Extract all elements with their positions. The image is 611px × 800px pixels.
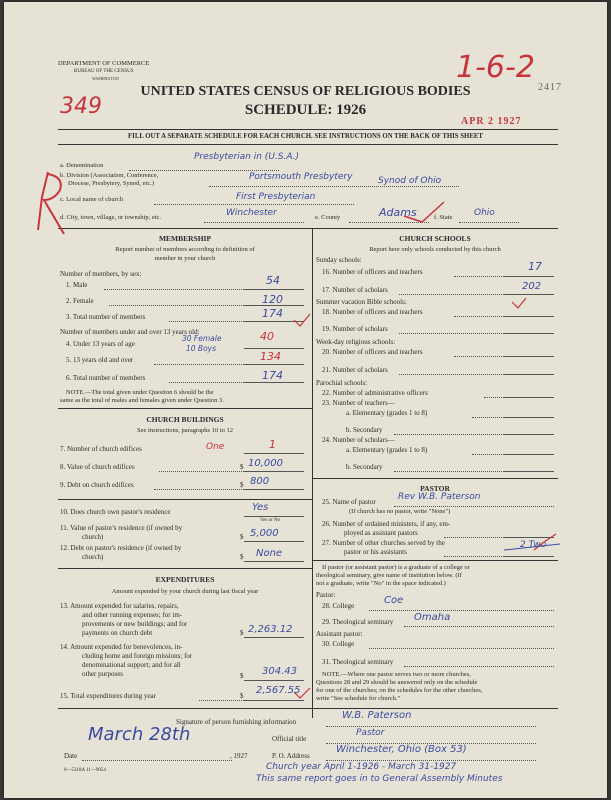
under-13-label: 4. Under 13 years of age — [66, 340, 135, 348]
date-year: , 1927 — [230, 752, 248, 760]
red-check-churches — [534, 534, 556, 550]
other-churches-value: 2 Two — [520, 540, 547, 550]
weekday-officers-label: 20. Number of officers and teachers — [322, 348, 423, 356]
city-field-value: Winchester — [226, 208, 277, 218]
sunday-officers-label: 16. Number of officers and teachers — [322, 268, 423, 276]
benevolences-label-3: denominational support; and for all — [82, 661, 181, 669]
pastor-name-value: Rev W.B. Paterson — [398, 492, 481, 502]
red-check-members — [294, 314, 310, 326]
division-value-2: Synod of Ohio — [378, 176, 442, 186]
vacation-label: Summer vacation Bible schools: — [316, 298, 407, 306]
teachers-secondary-label: b. Secondary — [346, 426, 383, 434]
total-expenditures-value: 2,567.55 — [256, 685, 301, 696]
seminary-label: 29. Theological seminary — [322, 618, 394, 626]
asst-seminary-label: 31. Theological seminary — [322, 658, 394, 666]
sunday-scholars-value: 202 — [522, 281, 542, 292]
pastor-heading: PASTOR — [420, 484, 450, 493]
census-form: DEPARTMENT OF COMMERCE BUREAU OF THE CENSUS WASHINGTON 349 1-6-2 2417 UNITED STATES CENSUS OF RELIGIOUS BODIES SCHEDULE: 1926 APR 2 1927 FILL OUT A SEPARATE SCHEDULE FOR EACH CHURCH. SEE INSTRUCTIONS ON THE BACK OF THIS SHEET a. Denomination Presbyterian in (U.S.A.) b. Division (Association, Conference, Diocese, Presbytery, Synod, etc.) Portsmouth Presbytery Synod of Ohio c. Local name of church First Presbyterian d. City, town, village, or township, etc. Winchester e. County Adams f. State Ohio MEMBERSHIP Report number of members according to definition of member in your church Number of members, by sex: 1. Male 54 2. Female 120 3. Total number of members 174 Number of members under and over 13 years old: 4. Under 13 years of age 30 Female 10 Boys 40 5. 13 years old and over 134 6. Total number of members 174 NOTE.—The total given under Question 6 should be the same as the total of males and females given under Question 3. CHURCH BUILDINGS See instructions, paragraphs 10 to 12 7. Number of church edifices One 1 8. Value of church edifices $ 10,000 9. Debt on church edifices $ 800 10. Does church own pastor's residence Yes Yes or No 11. Value of pastor's residence (if owned by church) $ 5,000 12. Debt on pastor's residence (if owned by church) $ None EXPENDITURES Amount expended by your church during last fiscal year 13. Amount expended for salaries, repairs, and other running expenses; for im- provements or new buildings; and for payments on church debt $ 2,263.12 14. Amount expended for benevolences, in- cluding home and foreign missions; for denominational support; and for all other purposes $ 304.43 15. Total expenditures during year $ 2,567.55 CHURCH SCHOOLS Report here only schools conducted by this church Sunday schools: 16. Number of officers and teachers 17 17. Number of scholars 202 Summer vacation Bible schools: 18. Number of officers and teachers 19. Number of scholars Week-day religious schools: 20. Number of officers and teachers 21. Number of scholars Parochial schools: 22. Number of administrative officers 23. Number of teachers— a. Elementary (grades 1 to 8) b. Secondary 24. Number of scholars— a. Elementary (grades 1 to 8) b. Secondary PASTOR 25. Name of pastor Rev W.B. Paterson (If church has no pastor, write "None") 26. Number of ordained ministers, if any, em- ployed as assistant pastors 27. Number of other churches served by the pastor or his assistants 2 Two If pastor (or assistant pastor) is a graduate of a college or theological seminary, give name of institution below. (If not a graduate, write "No" in the space indicated.) Pastor: 28. College Coe 29. Theological seminary Omaha Assistant pastor: 30. College 31. Theological seminary NOTE.—Where one pastor serves two or more churches, Questions 28 and 29 should be answered only on the schedule for one of the churches; on the schedules for the other churches, write "See schedule for church." Signature of person furnishing information W.B. Paterson Official title Pastor Date March 28th , 1927 P. O. Address Winchester, Ohio (Box 53) Church year April 1-1926 - March 31-1927 This same report goes in to General Assembly Minutes 6—5318A 11—9054 — [4, 2, 607, 798]
sunday-scholars-label: 17. Number of scholars — [322, 286, 388, 294]
edifices-count-word: One — [206, 442, 225, 452]
dept-label: DEPARTMENT OF COMMERCE — [58, 60, 150, 67]
edifices-count-value: 1 — [269, 438, 276, 451]
state-value: Ohio — [474, 208, 495, 218]
edifice-value-label: 8. Value of church edifices — [60, 463, 135, 471]
teachers-label: 23. Number of teachers— — [322, 399, 395, 407]
under-13-value: 40 — [260, 330, 274, 343]
college-label: 28. College — [322, 602, 355, 610]
red-annotations — [4, 2, 607, 798]
form-title: UNITED STATES CENSUS OF RELIGIOUS BODIES — [140, 84, 471, 99]
pastor-note-1: NOTE.—Where one pastor serves two or more churches, — [322, 671, 471, 678]
membership-note-2: same as the total of males and females given under Question 3. — [60, 397, 224, 404]
date-label: Date — [64, 752, 78, 760]
by-sex-label: Number of members, by sex: — [60, 270, 142, 278]
scholars-secondary-label: b. Secondary — [346, 463, 383, 471]
owns-residence-label: 10. Does church own pastor's residence — [60, 508, 171, 516]
assembly-note: This same report goes in to General Assembly Minutes — [256, 774, 503, 784]
over-13-value: 134 — [260, 350, 281, 363]
residence-value-label: 11. Value of pastor's residence (if owned by — [60, 524, 183, 532]
sunday-officers-value: 17 — [528, 260, 542, 273]
buildings-heading: CHURCH BUILDINGS — [146, 415, 224, 424]
residence-debt-label-2: church) — [82, 553, 104, 561]
edifice-value: 10,000 — [248, 458, 283, 469]
received-stamp: APR 2 1927 — [461, 116, 522, 127]
official-title-label: Official title — [272, 735, 307, 743]
denomination-label: a. Denomination — [60, 162, 104, 169]
running-expenses-label-3: provements or new buildings; and for — [82, 620, 188, 628]
yes-no-hint: Yes or No — [260, 518, 281, 523]
red-check-scholars — [512, 298, 526, 308]
assistants-label: 26. Number of ordained ministers, if any, em- — [322, 520, 451, 528]
red-number: 349 — [60, 94, 102, 119]
teachers-elementary-label: a. Elementary (grades 1 to 8) — [346, 409, 428, 417]
running-expenses-label-4: payments on church debt — [82, 629, 153, 637]
po-address-value: Winchester, Ohio (Box 53) — [336, 744, 467, 755]
county-value: Adams — [379, 206, 417, 219]
city-label: WASHINGTON — [92, 76, 119, 81]
other-churches-label-2: pastor or his assistants — [344, 548, 407, 556]
membership-sub-2: member in your church — [154, 255, 216, 262]
expenditures-heading: EXPENDITURES — [155, 575, 215, 584]
vacation-scholars-label: 19. Number of scholars — [322, 325, 388, 333]
pastor-sub-label: Pastor: — [316, 591, 336, 599]
graduate-note-1: If pastor (or assistant pastor) is a graduate of a college or — [322, 564, 470, 571]
other-churches-label: 27. Number of other churches served by the — [322, 539, 445, 547]
female-label: 2. Female — [66, 297, 94, 305]
pastor-note-2: Questions 28 and 29 should be answered only on the schedule — [316, 679, 478, 686]
age-heading: Number of members under and over 13 years old: — [60, 328, 200, 336]
parochial-label: Parochial schools: — [316, 379, 368, 387]
local-name-label: c. Local name of church — [60, 196, 123, 203]
pastor-name-hint: (If church has no pastor, write "None") — [349, 508, 451, 515]
county-label: e. County — [315, 214, 341, 221]
form-subtitle: SCHEDULE: 1926 — [244, 102, 367, 118]
red-r-mark — [38, 172, 64, 234]
state-label: f. State — [434, 214, 453, 221]
running-expenses-value: 2,263.12 — [248, 624, 293, 635]
seminary-value: Omaha — [414, 612, 451, 623]
vacation-officers-label: 18. Number of officers and teachers — [322, 308, 423, 316]
edifice-debt-value: 800 — [250, 476, 270, 487]
asst-college-label: 30. College — [322, 640, 355, 648]
owns-residence-value: Yes — [252, 502, 269, 513]
under-13-female: 30 Female — [182, 334, 222, 343]
weekday-scholars-label: 21. Number of scholars — [322, 366, 388, 374]
under-13-boys: 10 Boys — [186, 344, 217, 353]
division-label-2: Diocese, Presbytery, Synod, etc.) — [68, 180, 155, 187]
benevolences-label-2: cluding home and foreign missions; for — [82, 652, 193, 660]
official-title-value: Pastor — [356, 728, 385, 738]
expenditures-sub: Amount expended by your church during last fiscal year — [111, 588, 259, 595]
denomination-value: Presbyterian in (U.S.A.) — [194, 152, 300, 162]
running-expenses-label: 13. Amount expended for salaries, repairs, — [60, 602, 179, 610]
strike-through — [504, 544, 560, 550]
date-value: March 28th — [88, 724, 191, 745]
scholars-elementary-label: a. Elementary (grades 1 to 8) — [346, 446, 428, 454]
division-label: b. Division (Association, Conference, — [60, 172, 159, 179]
membership-sub-1: Report number of members according to definition of — [115, 246, 255, 253]
form-number: 6—5318A 11—9054 — [64, 768, 106, 773]
residence-value: 5,000 — [250, 528, 279, 539]
benevolences-label: 14. Amount expended for benevolences, in- — [60, 643, 183, 651]
total-members-label: 3. Total number of members — [66, 313, 146, 321]
over-13-label: 5. 13 years old and over — [66, 356, 134, 364]
residence-value-label-2: church) — [82, 533, 104, 541]
total-members-6-label: 6. Total number of members — [66, 374, 146, 382]
signature-label: Signature of person furnishing information — [176, 718, 297, 726]
admin-officers-label: 22. Number of administrative officers — [322, 389, 428, 397]
instruction-line: FILL OUT A SEPARATE SCHEDULE FOR EACH CHURCH. SEE INSTRUCTIONS ON THE BACK OF THIS SHEET — [128, 133, 483, 140]
po-address-label: P. O. Address — [272, 752, 310, 760]
edifice-debt-label: 9. Debt on church edifices — [60, 481, 134, 489]
total-members-6-value: 174 — [262, 369, 283, 382]
female-value: 120 — [262, 293, 283, 306]
red-check-county — [404, 202, 444, 222]
running-expenses-label-2: and other running expenses; for im- — [82, 611, 183, 619]
pastor-note-4: write "See schedule for church." — [316, 695, 401, 702]
schools-heading: CHURCH SCHOOLS — [399, 234, 471, 243]
pastor-note-3: for one of the churches; on the schedules for the other churches, — [316, 687, 483, 694]
red-code: 1-6-2 — [456, 50, 535, 85]
pastor-name-label: 25. Name of pastor — [322, 498, 376, 506]
assistants-label-2: ployed as assistant pastors — [344, 529, 418, 537]
edifices-count-label: 7. Number of church edifices — [60, 445, 142, 453]
residence-debt-value: None — [256, 548, 283, 559]
schedule-number: 2417 — [538, 82, 562, 93]
membership-heading: MEMBERSHIP — [158, 234, 212, 243]
division-value: Portsmouth Presbytery — [249, 172, 353, 182]
red-check-total — [294, 688, 310, 698]
residence-debt-label: 12. Debt on pastor's residence (if owned by — [60, 544, 182, 552]
sunday-label: Sunday schools: — [316, 256, 362, 264]
bureau-label: BUREAU OF THE CENSUS — [74, 69, 134, 74]
graduate-note-3: not a graduate, write "No" in the space indicated.) — [316, 580, 446, 587]
local-name-value: First Presbyterian — [236, 192, 316, 202]
total-members-value: 174 — [262, 307, 283, 320]
benevolences-label-4: other purposes — [82, 670, 124, 678]
college-value: Coe — [384, 595, 404, 606]
membership-note-1: NOTE.—The total given under Question 6 should be the — [66, 389, 214, 396]
male-value: 54 — [266, 274, 280, 287]
city-field-label: d. City, town, village, or township, etc. — [60, 214, 162, 221]
graduate-note-2: theological seminary, give name of institution below. (If — [316, 572, 462, 579]
scholars-label: 24. Number of scholars— — [322, 436, 395, 444]
buildings-sub: See instructions, paragraphs 10 to 12 — [136, 427, 234, 434]
male-label: 1. Male — [66, 281, 88, 289]
benevolences-value: 304.43 — [262, 666, 297, 677]
total-expenditures-label: 15. Total expenditures during year — [60, 692, 156, 700]
church-year-note: Church year April 1-1926 - March 31-1927 — [266, 762, 457, 772]
signature-value: W.B. Paterson — [342, 710, 412, 721]
weekday-label: Week-day religious schools: — [316, 338, 396, 346]
schools-sub: Report here only schools conducted by this church — [369, 246, 501, 253]
assistant-pastor-label: Assistant pastor: — [316, 630, 363, 638]
